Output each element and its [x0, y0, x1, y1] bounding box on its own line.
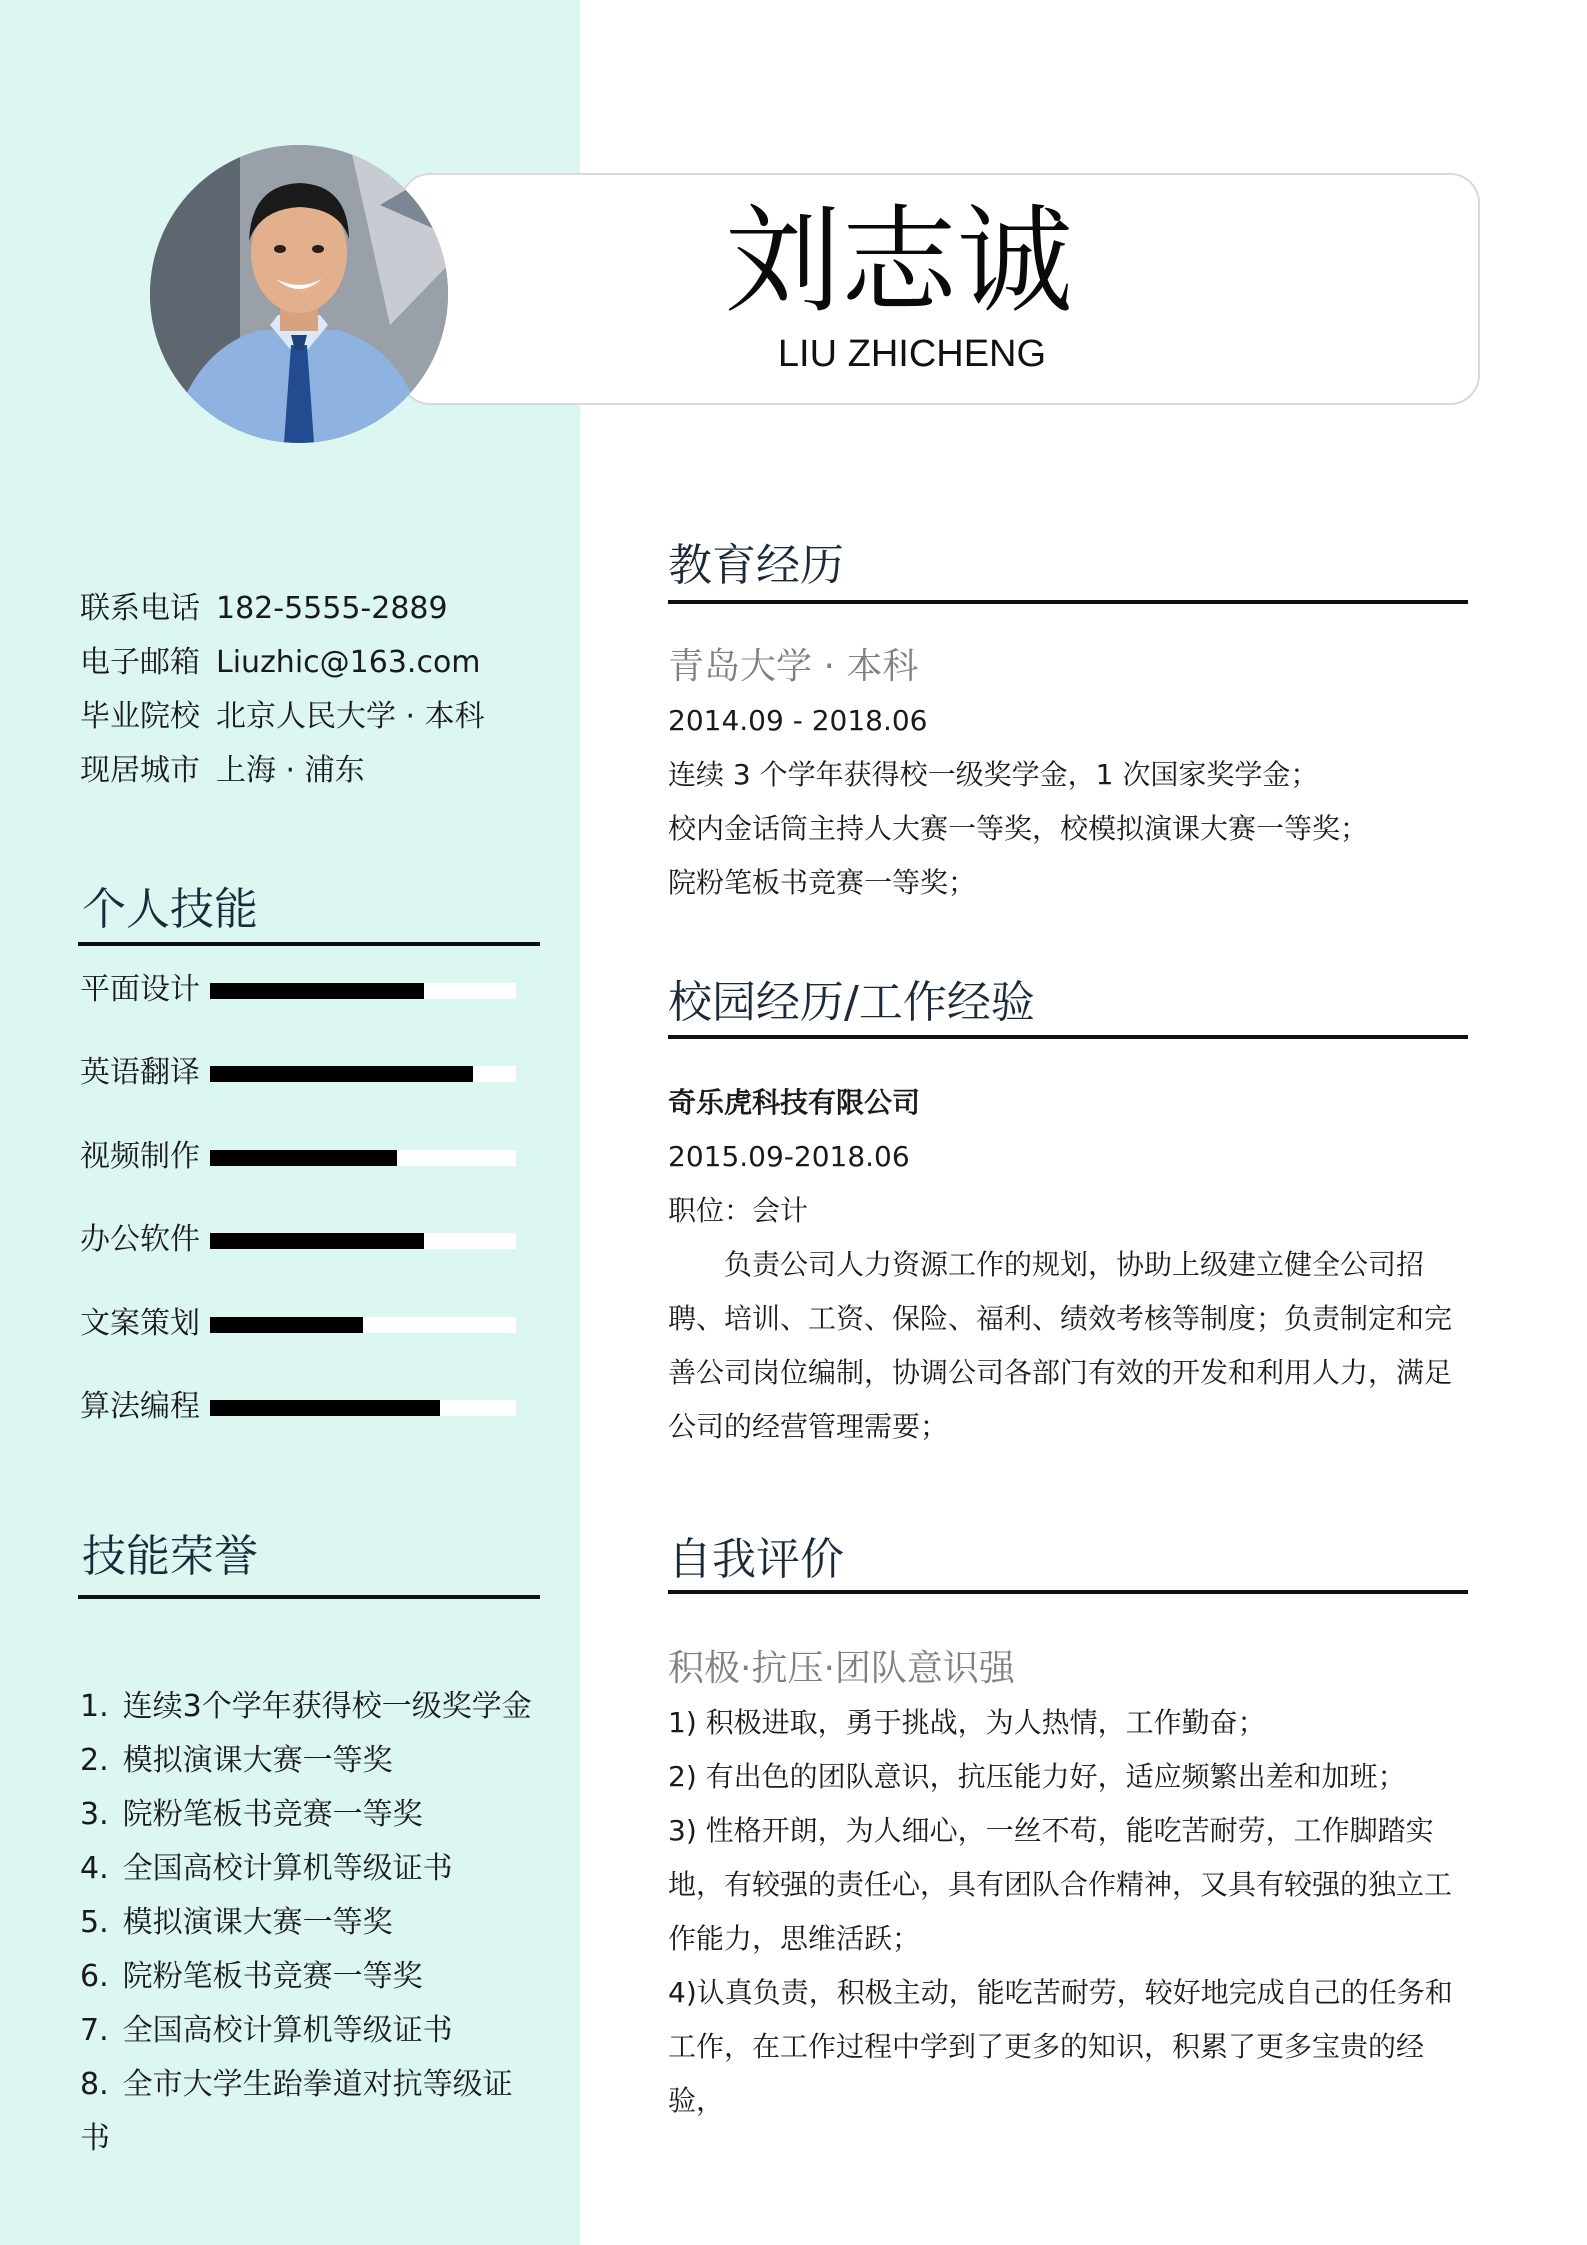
list-text: 全国高校计算机等级证书 [122, 1851, 453, 1886]
education-section [668, 640, 1468, 910]
contact-label: 毕业院校 [80, 699, 200, 734]
education-period: 2014.09 - 2018.06 [668, 704, 928, 737]
list-text: 院粉笔板书竞赛一等奖 [122, 1797, 423, 1832]
skill-bar-track [210, 1317, 516, 1333]
evaluation-section [668, 1642, 1468, 2128]
skill-bar-track [210, 1150, 516, 1166]
contact-label: 现居城市 [80, 753, 200, 788]
contact-phone [80, 582, 485, 636]
list-item [80, 1896, 540, 1950]
skill-bar-fill [210, 983, 424, 999]
contact-label: 联系电话 [80, 591, 200, 626]
skills-title: 个人技能 [82, 884, 258, 935]
contact-value: 北京人民大学 · 本科 [216, 699, 485, 734]
skill-label: 算法编程 [80, 1388, 200, 1424]
list-text: 连续3个学年获得校一级奖学金 [122, 1689, 532, 1724]
skill-bar-fill [210, 1317, 363, 1333]
skill-bar-track [210, 1233, 516, 1249]
skill-bar-fill [210, 1066, 473, 1082]
education-title: 教育经历 [668, 540, 844, 591]
name-chinese: 刘志诚 [725, 194, 1073, 329]
list-item [80, 2004, 540, 2058]
skill-bar-fill [210, 1233, 424, 1249]
honors-divider [78, 1595, 540, 1599]
education-school: 青岛大学 · 本科 [668, 646, 919, 687]
skill-label: 视频制作 [80, 1138, 200, 1174]
evaluation-item: 1) 积极进取，勇于挑战，为人热情，工作勤奋； [668, 1706, 1266, 1739]
contact-school [80, 690, 485, 744]
skill-label: 英语翻译 [80, 1055, 200, 1091]
list-number: 3. [80, 1797, 109, 1832]
work-position: 职位：会计 [668, 1194, 809, 1227]
work-period: 2015.09-2018.06 [668, 1140, 910, 1173]
education-line: 连续 3 个学年获得校一级奖学金，1 次国家奖学金； [668, 758, 1319, 791]
skill-bar-track [210, 983, 516, 999]
list-number: 2. [80, 1743, 109, 1778]
evaluation-title: 自我评价 [668, 1534, 844, 1585]
contact-value: 上海 · 浦东 [216, 753, 365, 788]
work-divider [668, 1035, 1468, 1039]
work-title: 校园经历/工作经验 [668, 977, 1035, 1028]
list-text: 模拟演课大赛一等奖 [122, 1743, 393, 1778]
skill-bar-fill [210, 1400, 440, 1416]
work-company: 奇乐虎科技有限公司 [668, 1086, 921, 1119]
honors-title: 技能荣誉 [82, 1531, 258, 1582]
honors-list [80, 1680, 540, 2166]
skill-bar-fill [210, 1150, 397, 1166]
contact-info [80, 582, 485, 798]
list-item [80, 1680, 540, 1734]
list-item [80, 1788, 540, 1842]
list-text: 模拟演课大赛一等奖 [122, 1905, 393, 1940]
list-item [80, 2058, 540, 2166]
skill-label: 文案策划 [80, 1305, 200, 1341]
list-number: 1. [80, 1689, 109, 1724]
education-divider [668, 600, 1468, 604]
list-number: 6. [80, 1959, 109, 1994]
avatar [150, 145, 448, 443]
skills-divider [78, 942, 540, 946]
list-number: 8. [80, 2067, 109, 2102]
list-text: 院粉笔板书竞赛一等奖 [122, 1959, 423, 1994]
work-description: 负责公司人力资源工作的规划，协助上级建立健全公司招聘、培训、工资、保险、福利、绩效考核等制度；负责制定和完善公司岗位编制，协调公司各部门有效的开发和利用人力，满足公司的经营管理需要； [668, 1248, 1453, 1443]
skill-bar-track [210, 1066, 516, 1082]
name-english: LIU ZHICHENG [777, 333, 1047, 375]
evaluation-divider [668, 1590, 1468, 1594]
contact-value: Liuzhic@163.com [216, 645, 481, 680]
contact-city [80, 744, 485, 798]
evaluation-item: 4)认真负责，积极主动，能吃苦耐劳，较好地完成自己的任务和工作，在工作过程中学到了更多的知识，积累了更多宝贵的经验， [668, 1976, 1453, 2117]
list-number: 4. [80, 1851, 109, 1886]
list-number: 7. [80, 2013, 109, 2048]
evaluation-subtitle: 积极·抗压·团队意识强 [668, 1648, 1015, 1689]
education-line: 院粉笔板书竞赛一等奖； [668, 866, 977, 899]
evaluation-item: 3) 性格开朗，为人细心，一丝不苟，能吃苦耐劳，工作脚踏实地，有较强的责任心，具有团队合作精神，又具有较强的独立工作能力，思维活跃； [668, 1814, 1453, 1955]
contact-email [80, 636, 485, 690]
list-item [80, 1950, 540, 2004]
skill-label: 办公软件 [80, 1222, 200, 1258]
education-line: 校内金话筒主持人大赛一等奖，校模拟演课大赛一等奖； [668, 812, 1369, 845]
evaluation-item: 2) 有出色的团队意识，抗压能力好，适应频繁出差和加班； [668, 1760, 1406, 1793]
contact-label: 电子邮箱 [80, 645, 200, 680]
list-item [80, 1734, 540, 1788]
contact-value: 182-5555-2889 [216, 591, 448, 626]
list-item [80, 1842, 540, 1896]
skill-label: 平面设计 [80, 972, 200, 1007]
list-number: 5. [80, 1905, 109, 1940]
skill-bar-track [210, 1400, 516, 1416]
list-text: 全国高校计算机等级证书 [122, 2013, 453, 2048]
list-text: 全市大学生跆拳道对抗等级证书 [80, 2067, 513, 2156]
work-section [668, 1076, 1468, 1454]
